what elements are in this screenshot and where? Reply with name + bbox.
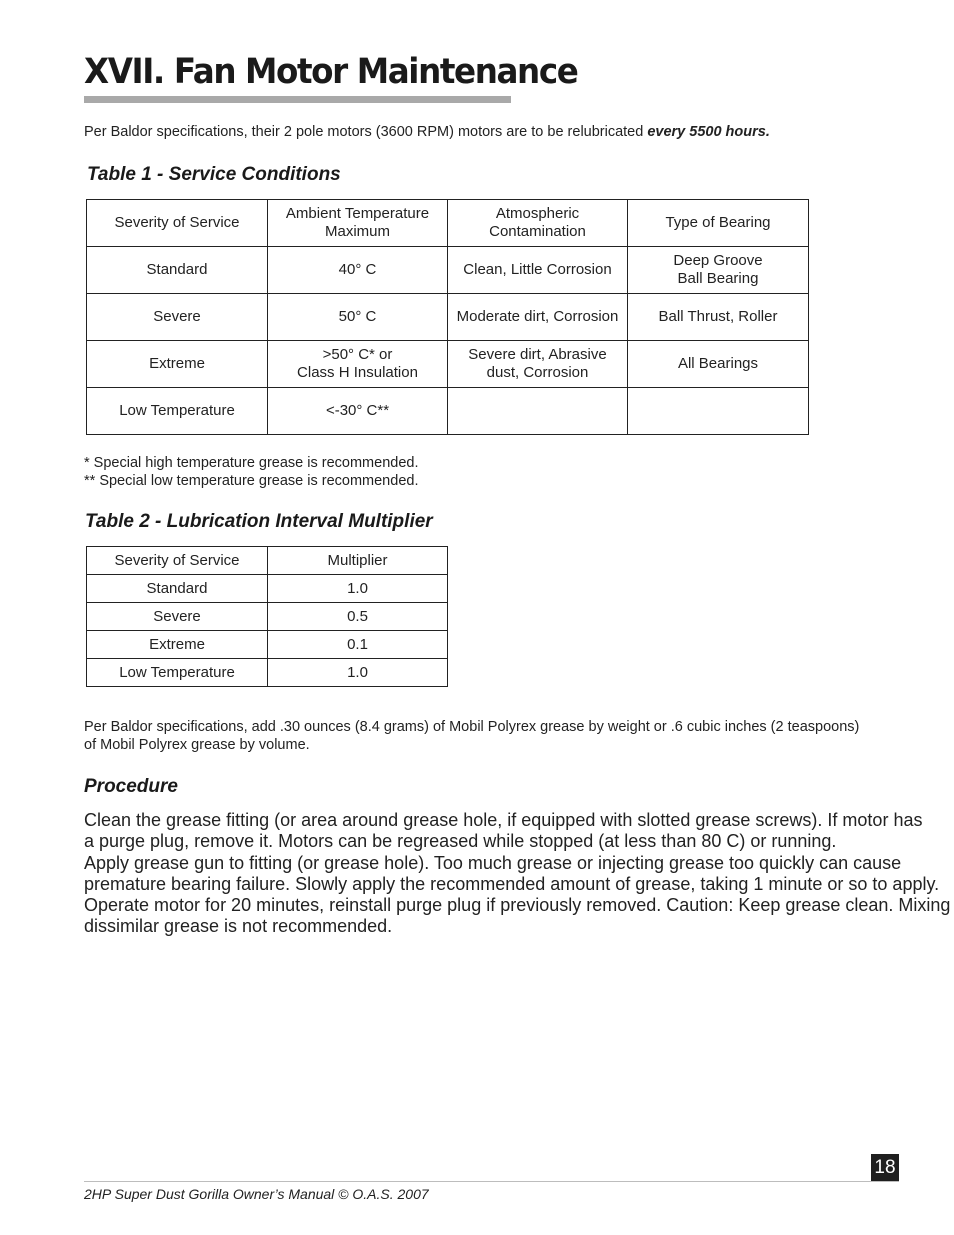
table-row xyxy=(87,575,448,603)
intro-paragraph xyxy=(84,124,770,140)
table-cell: 1.0 xyxy=(268,575,448,603)
intro-emphasis: every 5500 hours. xyxy=(647,124,770,140)
table-header-cell: Severity of Service xyxy=(87,547,268,575)
table-cell: Deep Groove Ball Bearing xyxy=(628,247,809,294)
procedure-body xyxy=(84,810,951,938)
paragraph-line: Per Baldor specifications, add .30 ounces (8.4 grams) of Mobil Polyrex grease by weight or .6 cubic inches (2 teaspoons) xyxy=(84,719,860,735)
table-row xyxy=(87,603,448,631)
table-cell: 1.0 xyxy=(268,659,448,687)
table-header-row xyxy=(87,200,809,247)
page-number: 18 xyxy=(871,1154,899,1182)
lubrication-multiplier-table xyxy=(86,546,448,687)
table-row xyxy=(87,388,809,435)
procedure-line: Operate motor for 20 minutes, reinstall purge plug if previously removed. Caution: Keep grease clean. Mixing xyxy=(84,895,951,916)
table-cell: Low Temperature xyxy=(87,388,268,435)
table-row xyxy=(87,294,809,341)
table-header-cell: Multiplier xyxy=(268,547,448,575)
footnote: * Special high temperature grease is recommended. xyxy=(84,455,419,471)
table-cell: Severe xyxy=(87,603,268,631)
table-cell: Clean, Little Corrosion xyxy=(448,247,628,294)
table-cell: 0.5 xyxy=(268,603,448,631)
table-cell: 0.1 xyxy=(268,631,448,659)
table-row xyxy=(87,631,448,659)
paragraph-line: of Mobil Polyrex grease by volume. xyxy=(84,737,310,753)
table-cell: 50° C xyxy=(268,294,448,341)
table-cell: >50° C* or Class H Insulation xyxy=(268,341,448,388)
table-header-cell: Severity of Service xyxy=(87,200,268,247)
table-cell: Low Temperature xyxy=(87,659,268,687)
procedure-line: premature bearing failure. Slowly apply the recommended amount of grease, taking 1 minute or so to apply. xyxy=(84,873,940,894)
table1-caption: Table 1 - Service Conditions xyxy=(87,164,341,185)
table-cell: All Bearings xyxy=(628,341,809,388)
table-cell: Standard xyxy=(87,247,268,294)
table-header-cell: Ambient Temperature Maximum xyxy=(268,200,448,247)
table-row xyxy=(87,341,809,388)
footer-divider xyxy=(84,1181,899,1182)
table-cell: Ball Thrust, Roller xyxy=(628,294,809,341)
table-row xyxy=(87,247,809,294)
table-header-cell: Type of Bearing xyxy=(628,200,809,247)
table-header-row xyxy=(87,547,448,575)
table-cell: 40° C xyxy=(268,247,448,294)
procedure-line: dissimilar grease is not recommended. xyxy=(84,916,393,937)
table-cell: Severe xyxy=(87,294,268,341)
procedure-heading: Procedure xyxy=(84,776,178,797)
table2-caption: Table 2 - Lubrication Interval Multiplier xyxy=(85,511,433,532)
table-cell: Extreme xyxy=(87,631,268,659)
procedure-line: Clean the grease fitting (or area around grease hole, if equipped with slotted grease screws). If motor has xyxy=(84,810,923,830)
table-header-cell: Atmospheric Contamination xyxy=(448,200,628,247)
procedure-line: a purge plug, remove it. Motors can be regreased while stopped (at less than 80 C) or running. xyxy=(84,831,837,852)
page-footer: 2HP Super Dust Gorilla Owner’s Manual © O.A.S. 2007 xyxy=(84,1186,429,1202)
title-underline xyxy=(84,96,511,103)
grease-amount-paragraph xyxy=(84,718,914,754)
table-cell: Standard xyxy=(87,575,268,603)
table-row xyxy=(87,659,448,687)
table1-footnotes xyxy=(84,454,418,490)
page-title: XVII. Fan Motor Maintenance xyxy=(84,52,578,92)
table-cell xyxy=(448,388,628,435)
intro-text: Per Baldor specifications, their 2 pole motors (3600 RPM) motors are to be relubricated xyxy=(84,124,648,140)
service-conditions-table xyxy=(86,199,809,435)
table-cell: Extreme xyxy=(87,341,268,388)
table-cell: <-30° C** xyxy=(268,388,448,435)
footnote: ** Special low temperature grease is recommended. xyxy=(84,473,419,489)
table-cell xyxy=(628,388,809,435)
table-cell: Severe dirt, Abrasive dust, Corrosion xyxy=(448,341,628,388)
procedure-line: Apply grease gun to fitting (or grease hole). Too much grease or injecting grease too quickly can cause xyxy=(84,852,902,873)
table-cell: Moderate dirt, Corrosion xyxy=(448,294,628,341)
